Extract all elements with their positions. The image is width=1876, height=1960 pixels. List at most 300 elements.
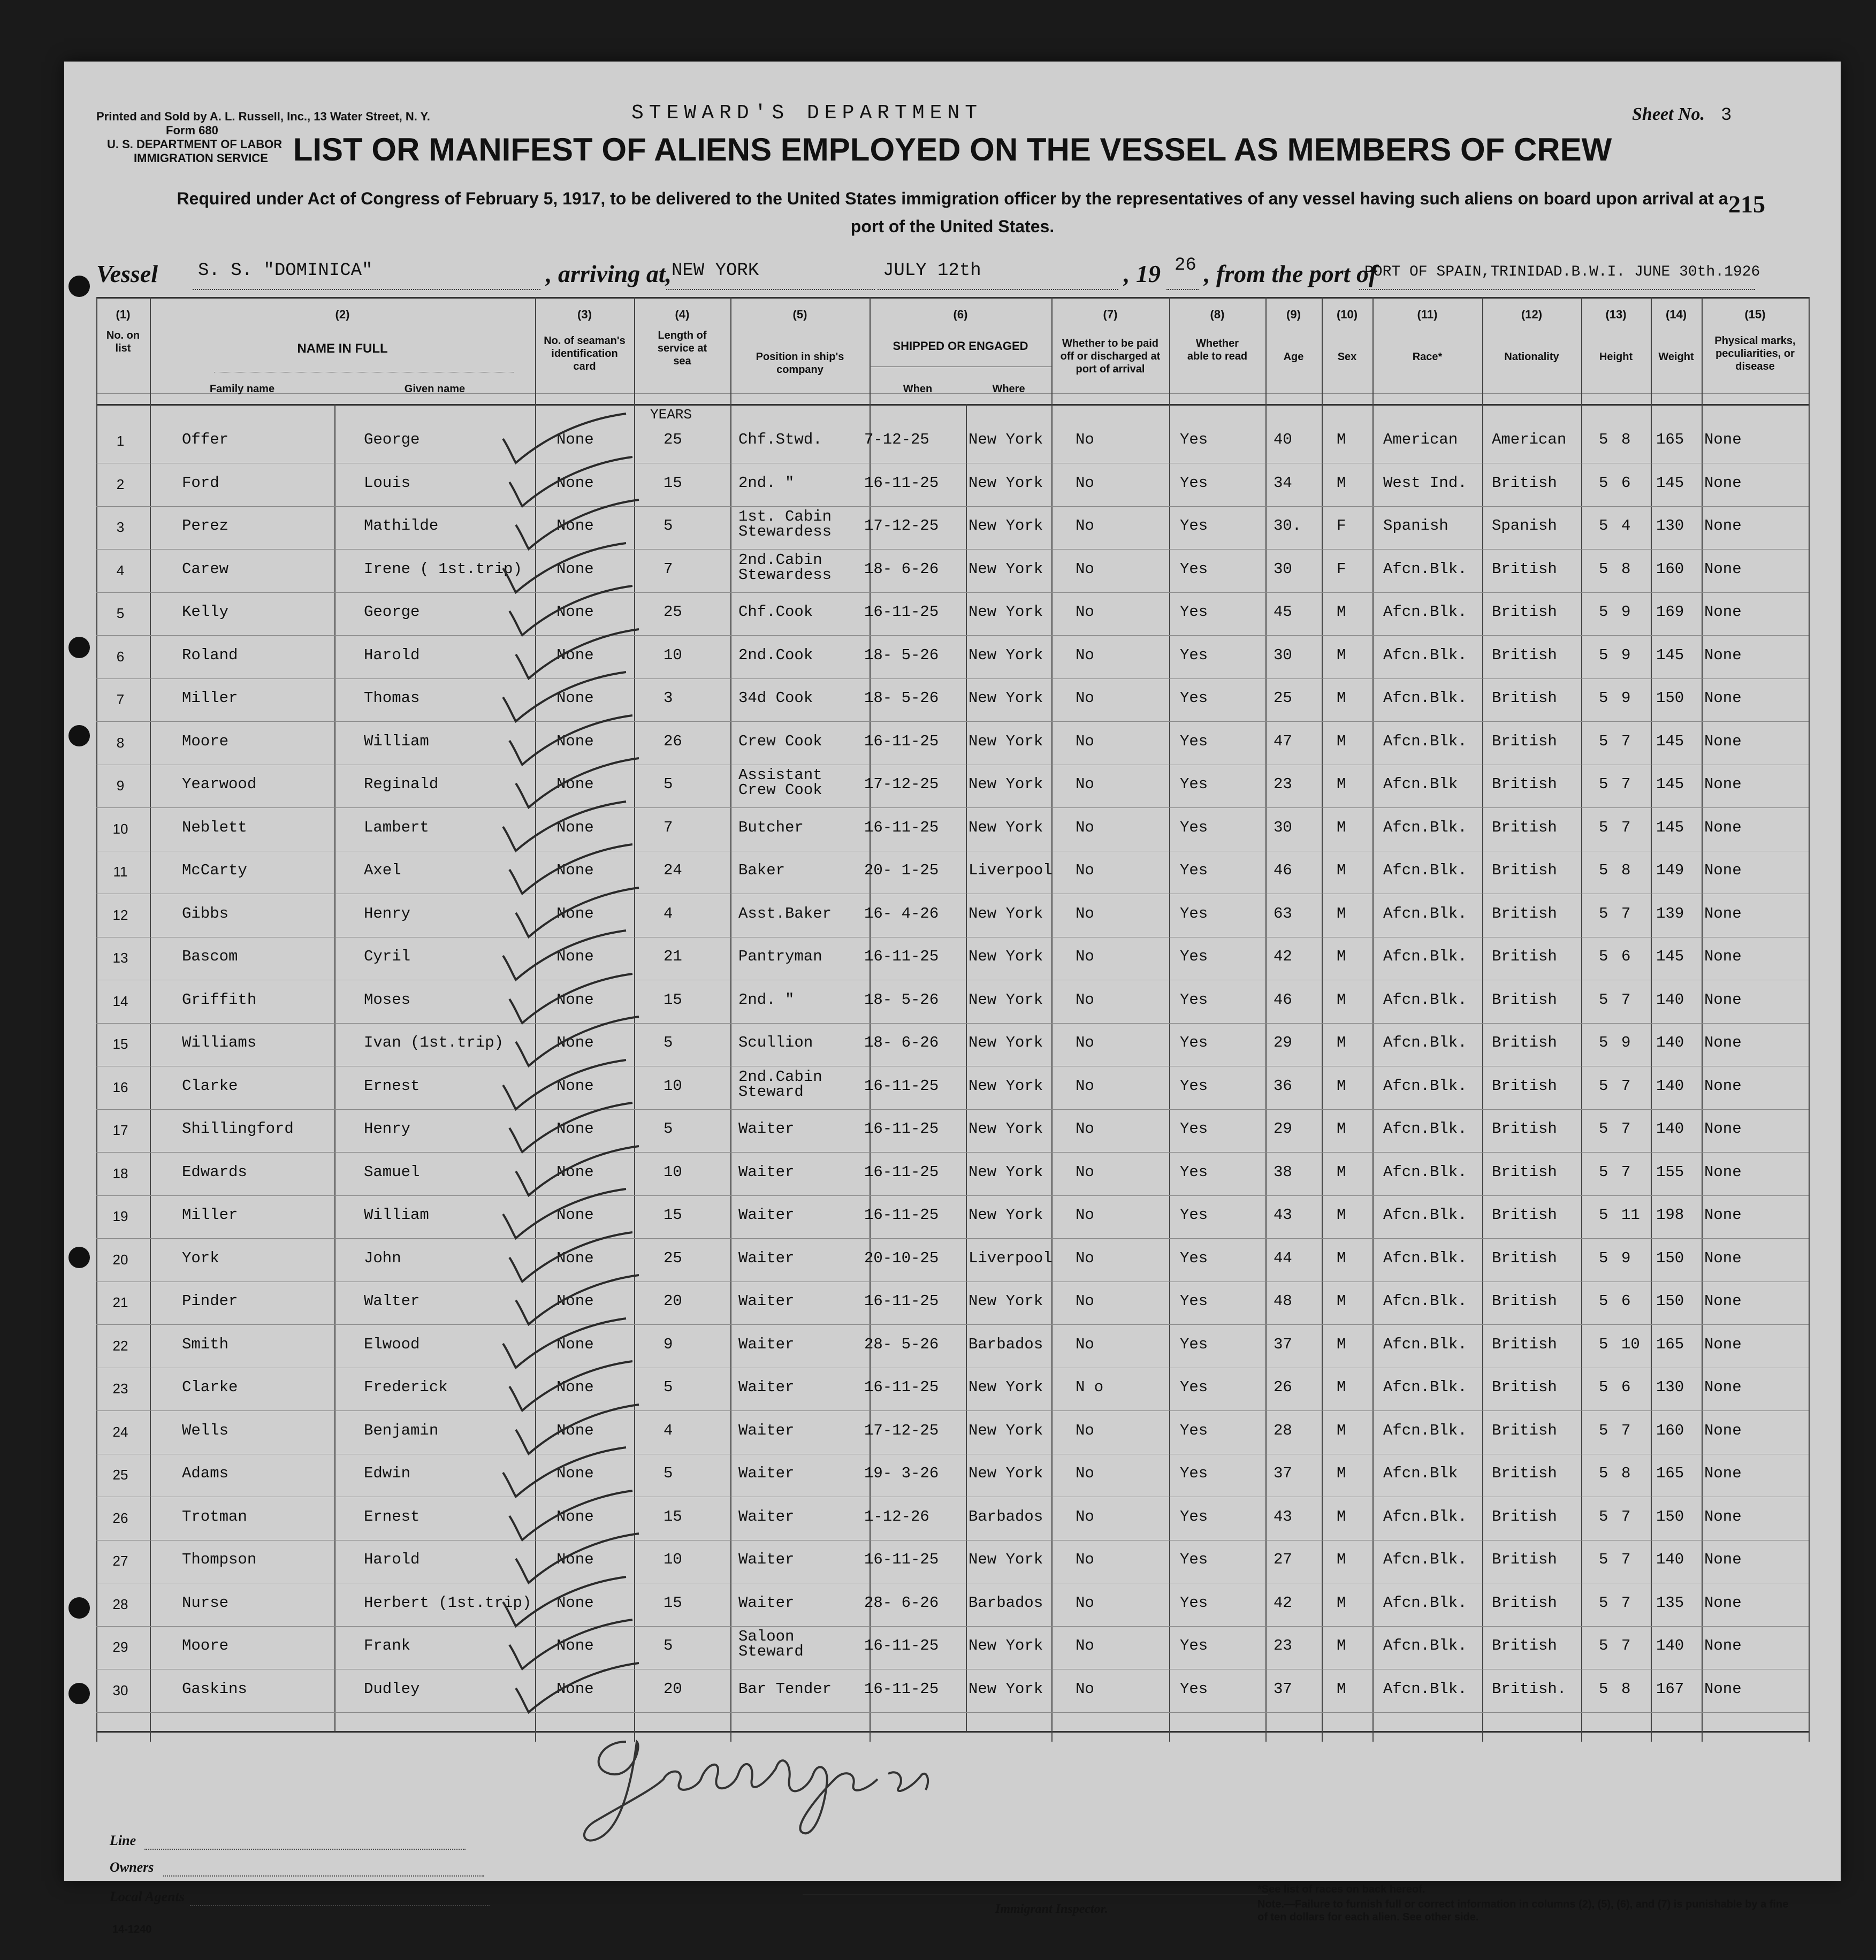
family-name: Moore — [182, 732, 229, 750]
paid-off: No — [1076, 474, 1094, 492]
nationality: British — [1492, 990, 1557, 1009]
service-years: 7 — [664, 818, 673, 836]
position: Chf.Cook — [738, 603, 813, 621]
shipped-when: 16-11-25 — [864, 1637, 939, 1654]
header-id-card: No. of seaman's identification card — [544, 335, 626, 372]
id-card: None — [556, 431, 594, 448]
position: Crew Cook — [738, 732, 822, 750]
column-number: (15) — [1744, 308, 1766, 321]
weight: 160 — [1656, 560, 1684, 578]
family-name: Edwards — [182, 1163, 247, 1181]
column-number: (3) — [577, 308, 592, 321]
height-inches: 7 — [1621, 1593, 1631, 1612]
arriving-port: NEW YORK — [672, 261, 759, 281]
able-to-read: Yes — [1180, 560, 1208, 578]
age: 23 — [1273, 1637, 1292, 1654]
row-number: 1 — [116, 433, 125, 449]
weight: 160 — [1656, 1421, 1684, 1439]
height-inches: 9 — [1621, 603, 1631, 621]
given-name: Moses — [364, 990, 411, 1009]
id-card: None — [556, 1206, 594, 1224]
shipped-where: New York — [968, 732, 1043, 750]
paid-off: No — [1076, 1680, 1094, 1698]
id-card: None — [556, 1120, 594, 1138]
height-feet: 5 — [1599, 732, 1608, 750]
physical-marks: None — [1704, 646, 1742, 664]
sex: M — [1337, 861, 1346, 879]
age: 38 — [1273, 1163, 1292, 1181]
column-number: (1) — [116, 308, 131, 321]
height-feet: 5 — [1599, 431, 1608, 448]
sex: M — [1337, 1335, 1346, 1353]
service-years: 10 — [664, 1077, 682, 1095]
requirement-text: Required under Act of Congress of February 5, 1917, to be delivered to the United States immigration officer by the representatives of any vessel having such aliens on board upon arrival at a port of the United States. — [177, 189, 1728, 236]
service-years: 15 — [664, 990, 682, 1009]
row-number: 24 — [112, 1423, 128, 1440]
family-name: Thompson — [182, 1551, 257, 1568]
binder-hole — [68, 637, 90, 658]
given-name: Henry — [364, 904, 411, 922]
family-name: Offer — [182, 431, 229, 448]
height-feet: 5 — [1599, 1249, 1608, 1267]
service-years: 15 — [664, 1206, 682, 1224]
shipped-when: 28- 6-26 — [864, 1593, 939, 1612]
given-name: Louis — [364, 474, 411, 492]
shipped-where: New York — [968, 1120, 1043, 1138]
row-number: 17 — [112, 1122, 128, 1138]
physical-marks: None — [1704, 732, 1742, 750]
shipped-where: Liverpool — [968, 1249, 1053, 1267]
family-name: Griffith — [182, 990, 257, 1009]
age: 36 — [1273, 1077, 1292, 1095]
able-to-read: Yes — [1180, 1120, 1208, 1138]
race: Afcn.Blk. — [1383, 603, 1467, 621]
id-card: None — [556, 1593, 594, 1612]
able-to-read: Yes — [1180, 1680, 1208, 1698]
nationality: British — [1492, 1421, 1557, 1439]
given-name: George — [364, 603, 420, 621]
position-line: Crew Cook — [738, 781, 822, 799]
sex: M — [1337, 1206, 1346, 1224]
column-number: (14) — [1665, 308, 1687, 321]
id-card: None — [556, 732, 594, 750]
given-name: Cyril — [364, 948, 411, 965]
printer-line: Printed and Sold by A. L. Russell, Inc., 13 Water Street, N. Y. — [96, 110, 430, 123]
service-years: 15 — [664, 1593, 682, 1612]
family-name: Smith — [182, 1335, 229, 1353]
line-label: Line — [110, 1833, 136, 1848]
shipped-where: New York — [968, 775, 1043, 793]
position — [738, 509, 832, 539]
position: Asst.Baker — [738, 904, 832, 922]
id-card: None — [556, 1637, 594, 1654]
weight: 140 — [1656, 1034, 1684, 1051]
physical-marks: None — [1704, 1249, 1742, 1267]
paid-off: No — [1076, 1593, 1094, 1612]
height-feet: 5 — [1599, 1465, 1608, 1482]
sex: M — [1337, 1680, 1346, 1698]
age: 29 — [1273, 1120, 1292, 1138]
height-inches: 9 — [1621, 689, 1631, 707]
position — [738, 1629, 804, 1659]
height-feet: 5 — [1599, 517, 1608, 535]
id-card: None — [556, 1507, 594, 1526]
given-name: John — [364, 1249, 401, 1267]
sex: M — [1337, 818, 1346, 836]
height-feet: 5 — [1599, 1034, 1608, 1051]
service-years: 5 — [664, 1120, 673, 1138]
sex: M — [1337, 474, 1346, 492]
shipped-where: New York — [968, 689, 1043, 707]
shipped-where: New York — [968, 1378, 1043, 1396]
page-title: LIST OR MANIFEST OF ALIENS EMPLOYED ON THE VESSEL AS MEMBERS OF CREW — [293, 132, 1612, 167]
weight: 140 — [1656, 1077, 1684, 1095]
arrival-year: 26 — [1175, 255, 1196, 276]
height-feet: 5 — [1599, 560, 1608, 578]
service-years: 24 — [664, 861, 682, 879]
service-years: 25 — [664, 431, 682, 448]
header-sex: Sex — [1337, 351, 1357, 363]
shipped-where: New York — [968, 1292, 1043, 1310]
paid-off: No — [1076, 1637, 1094, 1654]
header-height: Height — [1599, 351, 1633, 363]
shipped-when: 17-12-25 — [864, 775, 939, 793]
row-number: 25 — [112, 1467, 128, 1483]
binder-hole — [68, 1683, 90, 1704]
row-number: 16 — [112, 1079, 128, 1095]
family-name: Gaskins — [182, 1680, 247, 1698]
header-where: Where — [992, 383, 1025, 395]
shipped-where: New York — [968, 1551, 1043, 1568]
column-number: (4) — [675, 308, 690, 321]
shipped-where: New York — [968, 1034, 1043, 1051]
shipped-where: New York — [968, 517, 1043, 535]
position-line: Saloon — [738, 1628, 795, 1645]
row-number: 27 — [112, 1553, 128, 1569]
shipped-when: 16-11-25 — [864, 1206, 939, 1224]
given-name: Ernest — [364, 1507, 420, 1526]
family-name: Perez — [182, 517, 229, 535]
shipped-when: 18- 6-26 — [864, 1034, 939, 1051]
given-name: Ernest — [364, 1077, 420, 1095]
header-length-service: Length of service at sea — [657, 330, 707, 367]
paid-off: No — [1076, 1421, 1094, 1439]
physical-marks: None — [1704, 1465, 1742, 1482]
id-card: None — [556, 1378, 594, 1396]
service-years: 26 — [664, 732, 682, 750]
nationality: British — [1492, 948, 1557, 965]
sex: M — [1337, 646, 1346, 664]
nationality: British — [1492, 560, 1557, 578]
sex: M — [1337, 1507, 1346, 1526]
height-inches: 9 — [1621, 646, 1631, 664]
race: Afcn.Blk. — [1383, 1292, 1467, 1310]
paid-off: No — [1076, 1206, 1094, 1224]
row-number: 2 — [116, 476, 125, 492]
age: 27 — [1273, 1551, 1292, 1568]
id-card: None — [556, 1077, 594, 1095]
weight: 165 — [1656, 1465, 1684, 1482]
shipped-where: New York — [968, 948, 1043, 965]
paid-off: No — [1076, 1465, 1094, 1482]
from-label: , from the port of — [1204, 260, 1377, 287]
service-years: 9 — [664, 1335, 673, 1353]
height-inches: 8 — [1621, 560, 1631, 578]
paid-off: No — [1076, 603, 1094, 621]
able-to-read: Yes — [1180, 1335, 1208, 1353]
shipped-where: New York — [968, 990, 1043, 1009]
given-name: George — [364, 431, 420, 448]
sheet-number — [1632, 104, 1732, 126]
position: Waiter — [738, 1378, 795, 1396]
position: 34d Cook — [738, 689, 813, 707]
age: 26 — [1273, 1378, 1292, 1396]
department-line: U. S. DEPARTMENT OF LABOR — [107, 138, 283, 151]
shipped-where: New York — [968, 1077, 1043, 1095]
shipped-where: New York — [968, 560, 1043, 578]
weight: 140 — [1656, 990, 1684, 1009]
header-able-read: Whether able to read — [1187, 338, 1248, 362]
paid-off: No — [1076, 1551, 1094, 1568]
sex: M — [1337, 1421, 1346, 1439]
given-name: Walter — [364, 1292, 420, 1310]
height-inches: 8 — [1621, 431, 1631, 448]
family-name: McCarty — [182, 861, 247, 879]
vessel-label: Vessel — [96, 260, 158, 287]
id-card: None — [556, 990, 594, 1009]
family-name: Yearwood — [182, 775, 257, 793]
physical-marks: None — [1704, 603, 1742, 621]
sex: M — [1337, 1378, 1346, 1396]
id-card: None — [556, 1034, 594, 1051]
nationality: British — [1492, 1292, 1557, 1310]
nationality: Spanish — [1492, 517, 1557, 535]
header-race: Race* — [1412, 351, 1443, 363]
header-when: When — [903, 383, 933, 395]
nationality: British — [1492, 775, 1557, 793]
header-nationality: Nationality — [1504, 351, 1559, 363]
shipped-when: 16-11-25 — [864, 818, 939, 836]
service-years: 15 — [664, 1507, 682, 1526]
height-feet: 5 — [1599, 689, 1608, 707]
able-to-read: Yes — [1180, 689, 1208, 707]
id-card: None — [556, 1680, 594, 1698]
height-feet: 5 — [1599, 1120, 1608, 1138]
weight: 150 — [1656, 1292, 1684, 1310]
able-to-read: Yes — [1180, 1249, 1208, 1267]
header-name-in-full: NAME IN FULL — [297, 341, 388, 356]
shipped-when: 16-11-25 — [864, 732, 939, 750]
paid-off: No — [1076, 1507, 1094, 1526]
given-name: Elwood — [364, 1335, 420, 1353]
id-card: None — [556, 474, 594, 492]
binder-hole — [68, 1597, 90, 1619]
physical-marks: None — [1704, 560, 1742, 578]
position: 2nd. " — [738, 990, 795, 1009]
sex: M — [1337, 775, 1346, 793]
height-inches: 11 — [1621, 1206, 1640, 1224]
id-card: None — [556, 948, 594, 965]
height-inches: 7 — [1621, 1421, 1631, 1439]
row-number: 30 — [112, 1682, 128, 1698]
nationality: British — [1492, 1034, 1557, 1051]
shipped-when: 16-11-25 — [864, 948, 939, 965]
height-feet: 5 — [1599, 1206, 1608, 1224]
id-card: None — [556, 1335, 594, 1353]
able-to-read: Yes — [1180, 1378, 1208, 1396]
age: 44 — [1273, 1249, 1292, 1267]
row-number: 22 — [112, 1337, 128, 1354]
shipped-when: 16-11-25 — [864, 1378, 939, 1396]
row-number: 3 — [116, 519, 125, 535]
age: 43 — [1273, 1507, 1292, 1526]
nationality: British — [1492, 1593, 1557, 1612]
position: Waiter — [738, 1551, 795, 1568]
paid-off: No — [1076, 775, 1094, 793]
nationality: British — [1492, 1378, 1557, 1396]
race: Afcn.Blk. — [1383, 1551, 1467, 1568]
id-card: None — [556, 775, 594, 793]
able-to-read: Yes — [1180, 646, 1208, 664]
race: Afcn.Blk. — [1383, 1163, 1467, 1181]
weight: 167 — [1656, 1680, 1684, 1698]
given-name: Frank — [364, 1637, 411, 1654]
id-card: None — [556, 904, 594, 922]
service-years: 4 — [664, 904, 673, 922]
race: Spanish — [1383, 517, 1448, 535]
weight: 165 — [1656, 1335, 1684, 1353]
id-card: None — [556, 560, 594, 578]
binder-hole — [68, 276, 90, 297]
column-number: (6) — [953, 308, 968, 321]
physical-marks: None — [1704, 775, 1742, 793]
weight: 140 — [1656, 1551, 1684, 1568]
paid-off: No — [1076, 431, 1094, 448]
manifest-sheet — [64, 62, 1841, 1935]
shipped-when: 17-12-25 — [864, 517, 939, 535]
age: 43 — [1273, 1206, 1292, 1224]
race: Afcn.Blk. — [1383, 1378, 1467, 1396]
given-name: Samuel — [364, 1163, 420, 1181]
given-name: Ivan (1st.trip) — [364, 1034, 504, 1051]
position-line: 2nd.Cabin — [738, 1067, 822, 1086]
shipped-where: Liverpool — [968, 861, 1053, 879]
position: Waiter — [738, 1507, 795, 1526]
physical-marks: None — [1704, 1507, 1742, 1526]
shipped-where: Barbados — [968, 1335, 1043, 1353]
shipped-when: 1-12-26 — [864, 1507, 929, 1526]
weight: 145 — [1656, 948, 1684, 965]
able-to-read: Yes — [1180, 990, 1208, 1009]
paid-off: No — [1076, 732, 1094, 750]
paid-off: No — [1076, 1249, 1094, 1267]
header-age: Age — [1283, 351, 1304, 363]
age: 28 — [1273, 1421, 1292, 1439]
age: 37 — [1273, 1465, 1292, 1482]
row-number: 14 — [112, 993, 128, 1009]
weight: 150 — [1656, 1249, 1684, 1267]
nationality: British — [1492, 1249, 1557, 1267]
height-inches: 7 — [1621, 1077, 1631, 1095]
height-inches: 4 — [1621, 517, 1631, 535]
physical-marks: None — [1704, 1637, 1742, 1654]
id-card: None — [556, 646, 594, 664]
row-number: 5 — [116, 605, 125, 621]
column-number: (7) — [1103, 308, 1118, 321]
id-card: None — [556, 517, 594, 535]
race: Afcn.Blk. — [1383, 818, 1467, 836]
arrival-date: JULY 12th — [883, 261, 981, 281]
shipped-when: 19- 3-26 — [864, 1465, 939, 1482]
sex: M — [1337, 1637, 1346, 1654]
given-name: Edwin — [364, 1465, 411, 1482]
shipped-where: New York — [968, 646, 1043, 664]
family-name: Kelly — [182, 603, 229, 621]
nationality: British — [1492, 1551, 1557, 1568]
header-family-name: Family name — [209, 383, 275, 395]
age: 30. — [1273, 517, 1302, 535]
nationality: British — [1492, 1077, 1557, 1095]
age: 29 — [1273, 1034, 1292, 1051]
service-years: 20 — [664, 1680, 682, 1698]
race: Afcn.Blk. — [1383, 1249, 1467, 1267]
race: Afcn.Blk. — [1383, 1077, 1467, 1095]
sex: M — [1337, 948, 1346, 965]
height-inches: 8 — [1621, 861, 1631, 879]
able-to-read: Yes — [1180, 603, 1208, 621]
race: Afcn.Blk. — [1383, 948, 1467, 965]
shipped-where: New York — [968, 1680, 1043, 1698]
sex: M — [1337, 1593, 1346, 1612]
position — [738, 1067, 822, 1101]
row-number: 20 — [112, 1251, 128, 1268]
given-name: Reginald — [364, 775, 439, 793]
weight: 135 — [1656, 1593, 1684, 1612]
shipped-when: 20-10-25 — [864, 1249, 939, 1267]
inspector-signature — [578, 1710, 995, 1849]
service-years: 5 — [664, 517, 673, 535]
paid-off: No — [1076, 646, 1094, 664]
sex: M — [1337, 904, 1346, 922]
shipped-where: New York — [968, 1421, 1043, 1439]
race: American — [1383, 431, 1458, 448]
shipped-when: 16-11-25 — [864, 603, 939, 621]
position — [738, 768, 822, 798]
able-to-read: Yes — [1180, 1551, 1208, 1568]
immigrant-inspector-label: Immigrant Inspector. — [995, 1902, 1108, 1916]
weight: 130 — [1656, 517, 1684, 535]
physical-marks: None — [1704, 1551, 1742, 1568]
id-card: None — [556, 1292, 594, 1310]
shipped-when: 16- 4-26 — [864, 904, 939, 922]
position-line: Stewardess — [738, 566, 832, 584]
height-feet: 5 — [1599, 1292, 1608, 1310]
physical-marks: None — [1704, 1206, 1742, 1224]
age: 34 — [1273, 474, 1292, 492]
id-card: None — [556, 1551, 594, 1568]
shipped-when: 18- 5-26 — [864, 990, 939, 1009]
race: West Ind. — [1383, 474, 1467, 492]
position: 2nd. " — [738, 474, 795, 492]
age: 30 — [1273, 818, 1292, 836]
form-number: 14-1240 — [112, 1924, 152, 1935]
year-prefix: , 19 — [1124, 260, 1161, 287]
height-inches: 7 — [1621, 1637, 1631, 1654]
given-name: Dudley — [364, 1680, 420, 1698]
family-name: Shillingford — [182, 1120, 294, 1138]
shipped-when: 18- 6-26 — [864, 560, 939, 578]
weight: 140 — [1656, 1120, 1684, 1138]
